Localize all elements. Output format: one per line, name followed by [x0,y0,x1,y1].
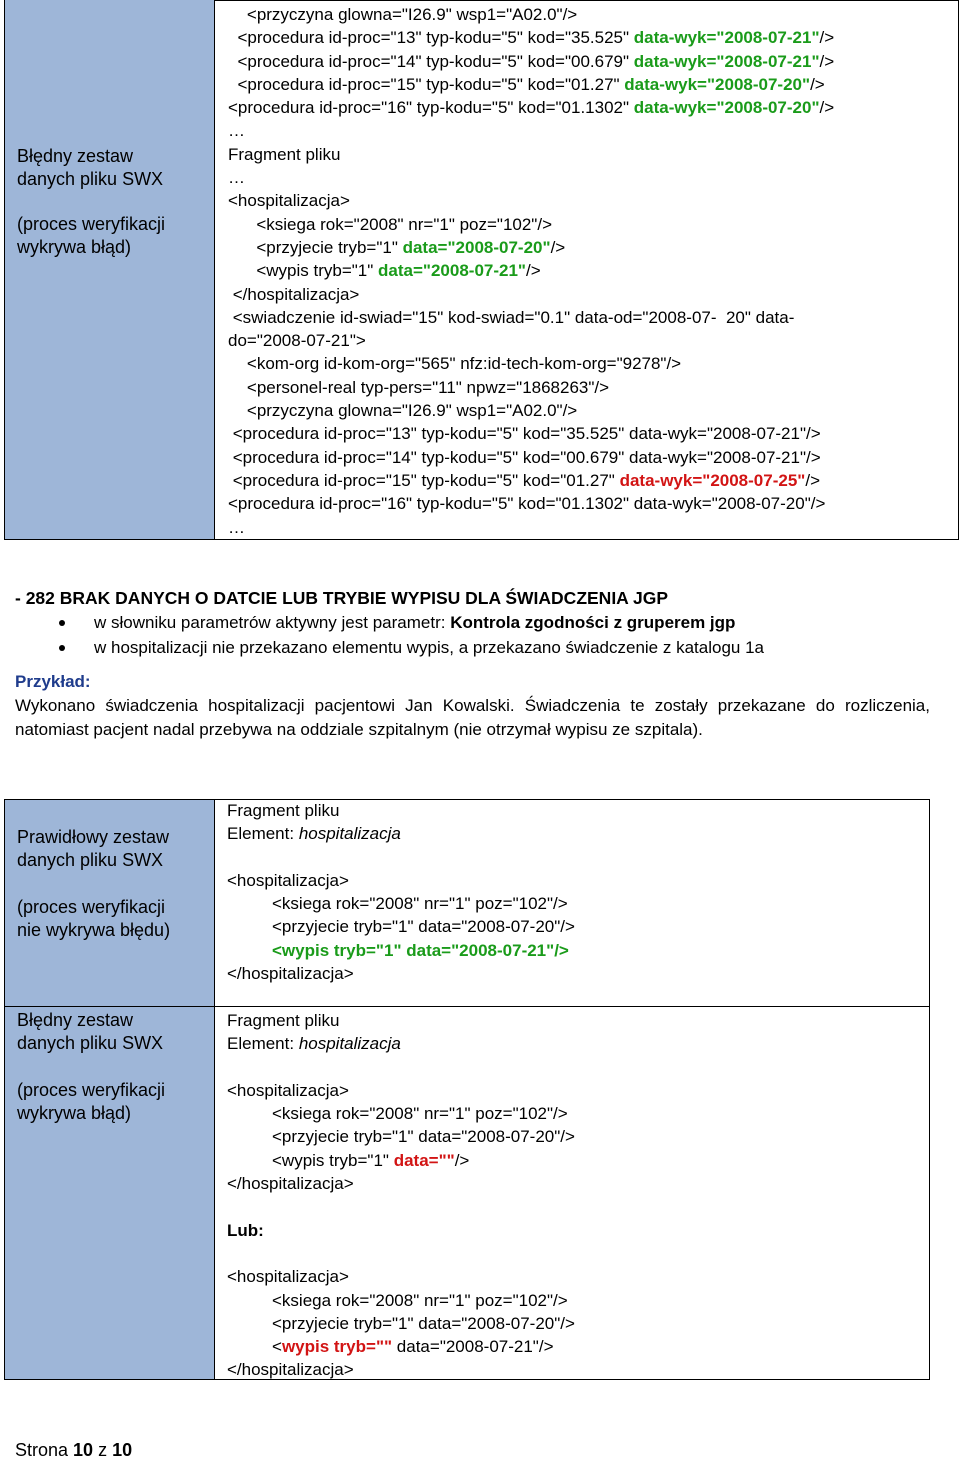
bullet-icon [59,645,65,651]
list-item [15,610,930,635]
code-text: <wypis tryb="1" [228,261,379,281]
code-line [228,26,953,49]
code-line: <przyjecie tryb="1" data="2008-07-20"/> [272,1127,575,1147]
label-line: Błędny zestaw [17,1010,134,1030]
code-text: </hospitalizacja> [228,284,360,304]
code-text: /> [525,261,541,281]
code-line: </hospitalizacja> [227,1360,354,1380]
code-line: <przyjecie tryb="1" data="2008-07-20"/> [272,1313,575,1333]
code-text: <procedura id-proc="13" typ-kodu="5" kod="35.525" data-wyk="2008-07-21"/> [228,424,821,444]
label-line: (proces weryfikacji [17,1080,166,1100]
error-highlight: data="" [393,1150,455,1170]
code-text: <ksiega rok="2008" nr="1" poz="102"/> [228,214,552,234]
alternative-label: Lub: [227,1220,264,1240]
code-line [228,306,953,329]
code-line: Fragment pliku [227,1011,340,1030]
bullet-icon [59,620,65,626]
code-text: /> [550,237,566,257]
label-cell-correct [5,800,214,1006]
code-text: <procedura id-proc="15" typ-kodu="5" kod="01.27" [228,470,620,490]
code-text: … [228,168,245,188]
label-line: wykrywa błąd) [17,1103,132,1123]
highlight-text: data-wyk="2008-07-25" [619,470,806,490]
bullet-text: w hospitalizacji nie przekazano elementu wypis, a przekazano świadczenie z katalogu 1a [94,638,764,657]
code-line [228,516,953,539]
code-line-highlight: <wypis tryb="1" data="2008-07-21"/> [272,940,569,960]
code-text: <procedura id-proc="14" typ-kodu="5" kod="00.679" [228,51,634,71]
code-line [228,143,953,166]
label-line: Błędny zestaw [17,146,134,166]
code-line [228,446,953,469]
code-line [228,399,953,422]
code-text: <procedura id-proc="15" typ-kodu="5" kod="01.27" [228,74,625,94]
label-line: (proces weryfikacji [17,897,166,917]
example-label: Przykład: [15,672,91,691]
error-282-section [15,586,930,742]
code-line [228,189,953,212]
code-text: <kom-org id-kom-org="565" nfz:id-tech-kom-org="9278"/> [228,354,682,374]
page-mid: z [93,1440,113,1460]
code-text: <procedura id-proc="14" typ-kodu="5" kod="00.679" data-wyk="2008-07-21"/> [228,447,821,467]
code-line: <ksiega rok="2008" nr="1" poz="102"/> [272,894,568,914]
code-fragment-1 [228,3,953,539]
parameter-name: Kontrola zgodności z gruperem jgp [450,613,736,632]
code-text: /> [810,74,825,94]
code-text: <personel-real typ-pers="11" npwz="1868263"/> [228,377,610,397]
code-fragment-invalid [227,1009,917,1382]
element-name: hospitalizacja [298,1034,401,1054]
highlight-text: data-wyk="2008-07-21" [633,28,820,48]
code-line: </hospitalizacja> [227,1174,354,1194]
code-line: </hospitalizacja> [227,964,354,984]
highlight-text: data="2008-07-20" [402,237,551,257]
code-fragment-correct [227,799,917,985]
label-line: (proces weryfikacji [17,214,166,234]
code-text: <hospitalizacja> [228,191,350,211]
blank-line [227,1195,917,1218]
element-prefix: Element: [227,824,299,844]
highlight-text: data="2008-07-21" [378,261,526,281]
code-text: … [228,517,245,537]
code-line: Fragment pliku [227,801,340,820]
code-line: <przyjecie tryb="1" data="2008-07-20"/> [272,917,575,937]
example-text: Wykonano świadczenia hospitalizacji pacjentowi Jan Kowalski. Świadczenia te zostały przekazane do rozliczenia, natomiast pacjent nadal przebywa na oddziale szpitalnym (nie otrzymał wypisu ze szpitala). [15,696,930,739]
code-line [228,236,953,259]
code-text: /> [819,51,835,71]
code-text: <procedura id-proc="16" typ-kodu="5" kod="01.1302" [228,98,634,118]
label-cell-invalid-2 [5,1007,214,1379]
code-text: /> [819,98,835,118]
code-line [228,469,953,492]
label-line: danych pliku SWX [17,169,164,189]
code-text: Fragment pliku [228,144,341,164]
code-line [228,119,953,142]
code-line [228,283,953,306]
code-text: do="2008-07-21"> [228,331,366,351]
code-text: <procedura id-proc="13" typ-kodu="5" kod="35.525" [228,28,634,48]
label-cell-invalid-1 [5,0,214,539]
highlight-text: data-wyk="2008-07-20" [624,74,811,94]
code-line [228,73,953,96]
code-text: <przyczyna glowna="I26.9" wsp1="A02.0"/> [228,5,578,24]
blank-line [227,1242,917,1265]
code-line: <ksiega rok="2008" nr="1" poz="102"/> [272,1290,568,1310]
code-line [228,376,953,399]
code-line: <hospitalizacja> [227,1080,349,1100]
highlight-text: data-wyk="2008-07-21" [633,51,820,71]
page-number [15,1440,132,1461]
code-line [227,822,917,845]
code-line [228,422,953,445]
code-text: <przyjecie tryb="1" [228,237,403,257]
code-line [227,1335,917,1358]
highlight-text: data-wyk="2008-07-20" [633,98,820,118]
column-divider [214,799,215,1380]
code-line [228,352,953,375]
bullet-text: w słowniku parametrów aktywny jest parametr: [94,613,451,632]
code-line: <hospitalizacja> [227,1267,349,1287]
label-line: Prawidłowy zestaw [17,827,170,847]
blank-line [227,846,917,869]
code-text: /> [819,28,835,48]
label-line: danych pliku SWX [17,850,164,870]
code-text: <przyczyna glowna="I26.9" wsp1="A02.0"/> [228,401,578,421]
code-line: <ksiega rok="2008" nr="1" poz="102"/> [272,1104,568,1124]
error-heading: - 282 BRAK DANYCH O DATCIE LUB TRYBIE WYPISU DLA ŚWIADCZENIA JGP [15,588,669,608]
code-text: /> [805,470,820,490]
element-prefix: Element: [227,1034,299,1054]
code-text: /> [454,1150,470,1170]
label-line: danych pliku SWX [17,1033,164,1053]
code-line: <hospitalizacja> [227,870,349,890]
code-text: … [228,121,245,141]
total-pages: 10 [112,1440,133,1460]
code-line [228,166,953,189]
code-line [228,259,953,282]
column-divider [214,0,215,540]
list-item [15,635,930,660]
blank-line [227,1056,917,1079]
code-line [228,50,953,73]
code-line [228,3,953,26]
code-line [228,213,953,236]
code-line [227,1149,917,1172]
code-line [228,492,953,515]
code-text: data="2008-07-21"/> [392,1337,554,1357]
code-line [228,96,953,119]
code-line [228,329,953,352]
label-line: wykrywa błąd) [17,237,132,257]
code-text: < [272,1337,282,1357]
page-prefix: Strona [15,1440,74,1460]
code-text: <procedura id-proc="16" typ-kodu="5" kod="01.1302" data-wyk="2008-07-20"/> [228,494,826,514]
element-name: hospitalizacja [298,824,401,844]
error-highlight: wypis tryb="" [281,1337,393,1357]
code-text: <wypis tryb="1" [272,1150,394,1170]
code-text: <swiadczenie id-swiad="15" kod-swiad="0.1" data-od="2008-07- 20" data- [228,307,795,327]
code-line [227,1032,917,1055]
label-line: nie wykrywa błędu) [17,920,171,940]
current-page: 10 [73,1440,94,1460]
